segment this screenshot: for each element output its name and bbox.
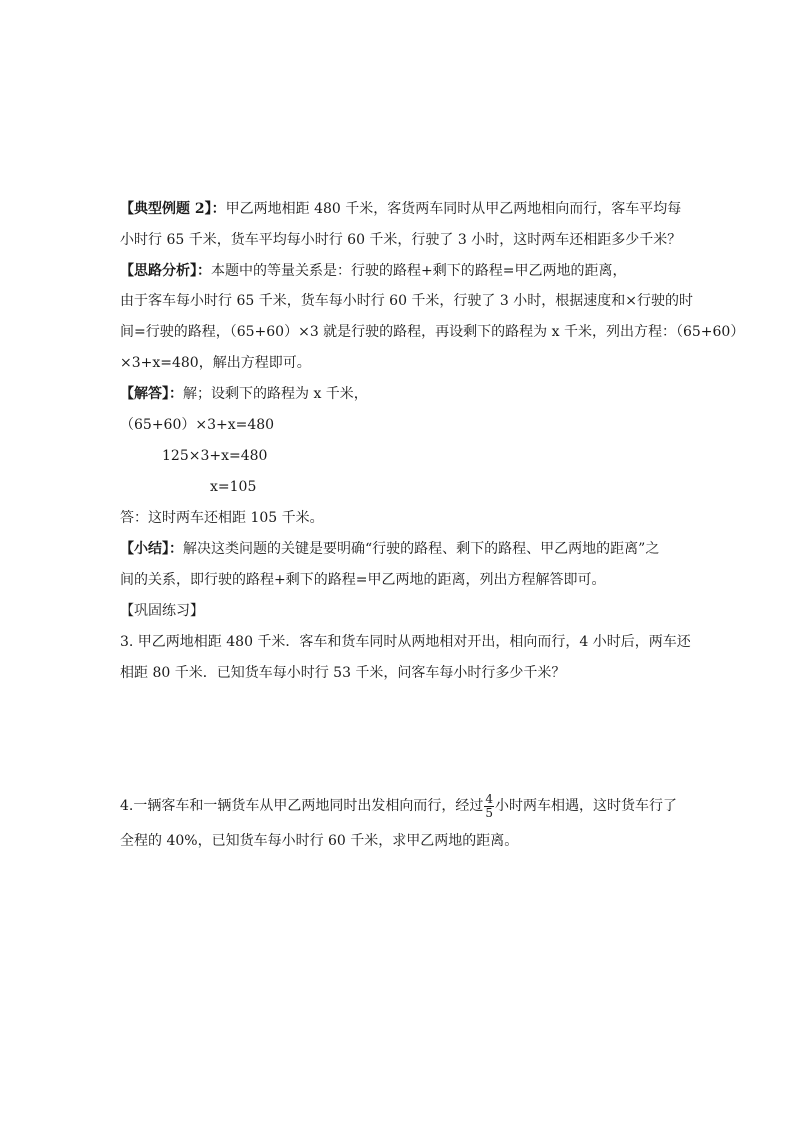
question-3-line-2: 相距 80 千米．已知货车每小时行 53 千米，问客车每小时行多少千米？: [120, 665, 566, 681]
summary-line-2: 间的关系，即行驶的路程+剩下的路程=甲乙两地的距离，列出方程解答即可。: [120, 572, 606, 588]
analysis-text-1: 本题中的等量关系是：行驶的路程+剩下的路程=甲乙两地的距离，: [211, 263, 627, 279]
question-4-text-before: 4.一辆客车和一辆货车从甲乙两地同时出发相向而行，经过: [120, 798, 484, 814]
example-text-1: 甲乙两地相距 480 千米，客货两车同时从甲乙两地相向而行，客车平均每: [225, 201, 682, 217]
fraction: [484, 793, 494, 820]
summary-tag-sep: ：: [169, 541, 183, 557]
question-4-line-2: 全程的 40%，已知货车每小时行 60 千米，求甲乙两地的距离。: [120, 833, 519, 849]
analysis-line-2: 由于客车每小时行 65 千米，货车每小时行 60 千米，行驶了 3 小时，根据速度和×行驶的时: [120, 293, 693, 309]
practice-heading: 【巩固练习】: [120, 603, 204, 619]
solution-equation-3: x=105: [210, 479, 257, 495]
solution-tag-sep: ：: [169, 386, 183, 402]
solution-text-1: 解；设剩下的路程为 x 千米，: [183, 386, 368, 402]
solution-tag: 【解答】: [120, 386, 169, 402]
solution-answer: 答：这时两车还相距 105 千米。: [120, 510, 324, 526]
question-3-line-1: 3. 甲乙两地相距 480 千米．客车和货车同时从两地相对开出，相向而行，4 小时后，两车还: [120, 634, 691, 650]
solution-equation-2: 125×3+x=480: [162, 448, 268, 464]
analysis-tag: 【思路分析】: [120, 263, 197, 279]
example-line-1: [120, 199, 681, 219]
solution-line-1: [120, 384, 368, 404]
question-4-line-1: [120, 791, 677, 821]
fraction-denominator: 5: [485, 805, 493, 820]
analysis-line-3: 间=行驶的路程，（65+60）×3 就是行驶的路程，再设剩下的路程为 x 千米，列出方程：（65+60）: [120, 324, 745, 340]
summary-line-1: [120, 539, 659, 559]
example-tag-sep: ：: [211, 201, 226, 217]
summary-text-1: 解决这类问题的关键是要明确“行驶的路程、剩下的路程、甲乙两地的距离”之: [183, 541, 660, 557]
analysis-line-4: ×3+x=480，解出方程即可。: [120, 355, 311, 371]
analysis-tag-sep: ：: [197, 263, 211, 279]
question-4-text-after: 小时两车相遇，这时货车行了: [495, 798, 677, 814]
example-line-2: 小时行 65 千米，货车平均每小时行 60 千米，行驶了 3 小时，这时两车还相距多少千米？: [120, 232, 682, 248]
solution-equation-1: （65+60）×3+x=480: [120, 417, 275, 433]
example-tag: 【典型例题 2】: [120, 201, 212, 217]
summary-tag: 【小结】: [120, 541, 169, 557]
analysis-line-1: [120, 261, 626, 281]
fraction-numerator: 4: [485, 791, 493, 806]
